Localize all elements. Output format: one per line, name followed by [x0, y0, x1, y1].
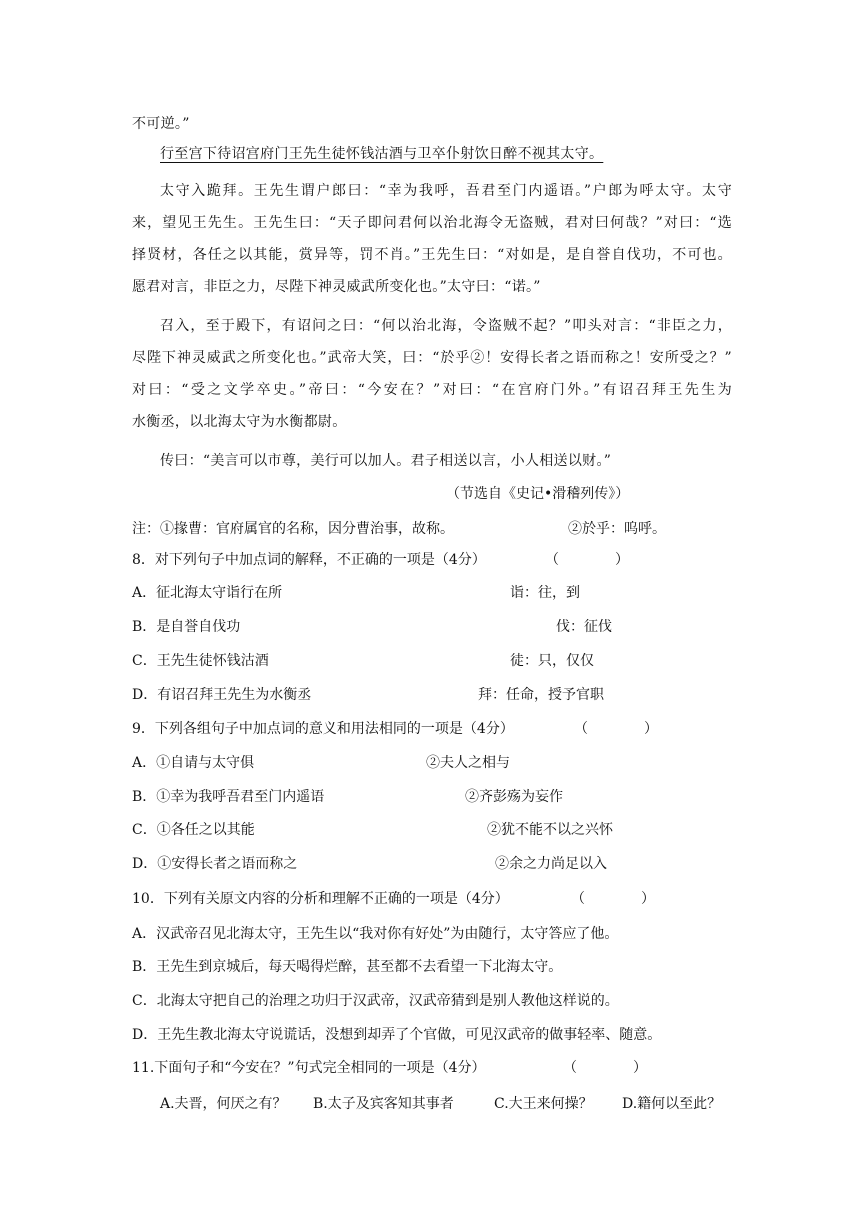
passage-line: 对曰：“受之文学卒史。”帝曰：“今安在？”对曰：“在宫府门外。”有诏召拜王先生为 [132, 382, 732, 398]
passage-line: 水衡丞，以北海太守为水衡都尉。 [132, 414, 347, 430]
q9-option-b-2: ②齐彭殇为妄作 [465, 789, 563, 805]
q9-stem: 9．下列各组句子中加点词的意义和用法相同的一项是（4分） [132, 721, 514, 737]
q9-option-c-2: ②犹不能不以之兴怀 [487, 822, 613, 838]
passage-line: 尽陛下神灵威武之所变化也。”武帝大笑，曰：“於乎②！安得长者之语而称之！安所受之？” [132, 350, 732, 366]
passage-line: 召入，至于殿下，有诏问之曰：“何以治北海，令盗贼不起？”叩头对言：“非臣之力， [160, 318, 732, 334]
q8-option-b: B．是自誉自伐功 [132, 619, 241, 635]
q11-option-d: D.籍何以至此？ [622, 1096, 722, 1112]
note-2: ②於乎：呜呼。 [568, 521, 666, 537]
q10-option-d: D．王先生教北海太守说谎话，没想到却弄了个官做，可见汉武帝的做事轻率、随意。 [132, 1027, 662, 1043]
q10-answer-blank[interactable]: （ ） [571, 891, 655, 907]
q9-option-c-1: C．①各任之以其能 [132, 822, 255, 838]
q10-option-c: C．北海太守把自己的治理之功归于汉武帝，汉武帝猜到是别人教他这样说的。 [132, 993, 619, 1009]
q11-option-b: B.太子及宾客知其事者 [313, 1096, 454, 1112]
q10-option-a: A．汉武帝召见北海太守，王先生以“我对你有好处”为由随行，太守答应了他。 [132, 926, 619, 942]
passage-line: 来，望见王先生。王先生曰：“天子即问君何以治北海令无盗贼，君对曰何哉？”对曰：“选 [132, 215, 732, 231]
q10-option-b: B．王先生到京城后，每天喝得烂醉，甚至都不去看望一下北海太守。 [132, 959, 563, 975]
q8-option-d-gloss: 拜：任命，授予官职 [478, 687, 604, 703]
q11-stem: 11.下面句子和“今安在？”句式完全相同的一项是（4分） [132, 1060, 486, 1076]
q8-option-a-gloss: 诣：往，到 [510, 585, 580, 601]
note-1: 注：①掾曹：官府属官的名称，因分曹治事，故称。 [132, 521, 454, 537]
q9-option-a-2: ②夫人之相与 [426, 755, 510, 771]
passage-line: 愿君对言，非臣之力，尽陛下神灵威武所变化也。”太守曰：“诺。” [132, 279, 541, 295]
q9-option-d-1: D．①安得长者之语而称之 [132, 856, 298, 872]
passage-line: 太守入跪拜。王先生谓户郎曰：“幸为我呼，吾君至门内遥语。”户郎为呼太守。太守 [160, 183, 732, 199]
q9-option-a-1: A．①自请与太守俱 [132, 755, 255, 771]
q8-option-c: C．王先生徒怀钱沽酒 [132, 653, 269, 669]
q8-option-b-gloss: 伐：征伐 [556, 619, 612, 635]
q11-option-a: A.夫晋，何厌之有？ [160, 1096, 287, 1112]
q11-option-c: C.大王来何操？ [494, 1096, 593, 1112]
passage-line: 择贤材，各任之以其能，赏异等，罚不肖。”王先生曰：“对如是，是自誉自伐功，不可也。 [132, 247, 732, 263]
passage-underlined-sentence: 行至宫下待诏宫府门王先生徒怀钱沽酒与卫卒仆射饮日醉不视其太守。 [160, 146, 604, 162]
q9-answer-blank[interactable]: （ ） [574, 721, 658, 737]
passage-line: 不可逆。” [132, 116, 190, 132]
q8-option-c-gloss: 徒：只，仅仅 [510, 653, 594, 669]
q8-option-d: D．有诏召拜王先生为水衡丞 [132, 687, 312, 703]
q8-stem: 8．对下列句子中加点词的解释，不正确的一项是（4分） [132, 552, 486, 568]
q11-answer-blank[interactable]: （ ） [563, 1060, 647, 1076]
passage-source: （节选自《史记•滑稽列传》） [446, 486, 630, 502]
q9-option-d-2: ②余之力尚足以入 [495, 856, 607, 872]
q9-option-b-1: B．①幸为我呼吾君至门内遥语 [132, 789, 325, 805]
q8-option-a: A．征北海太守诣行在所 [132, 585, 283, 601]
passage-line: 传曰：“美言可以市尊，美行可以加人。君子相送以言，小人相送以财。” [160, 453, 612, 469]
q10-stem: 10．下列有关原文内容的分析和理解不正确的一项是（4分） [132, 891, 509, 907]
q8-answer-blank[interactable]: （ ） [545, 552, 629, 568]
